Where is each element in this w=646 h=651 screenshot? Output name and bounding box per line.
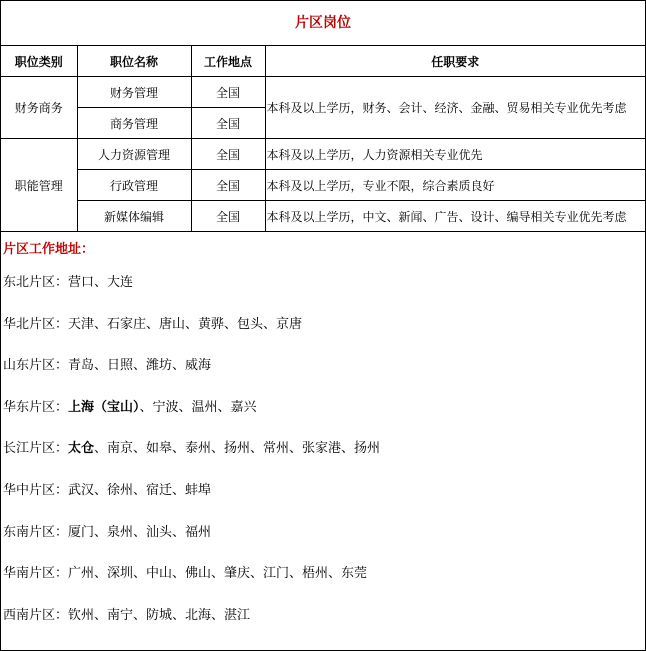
region-label: 华南片区： (3, 566, 69, 582)
region-label: 东北片区： (3, 275, 69, 290)
job-name-cell: 新媒体编辑 (77, 201, 191, 232)
header-requirement: 任职要求 (265, 46, 645, 77)
region-cities: 青岛、日照、潍坊、威海 (68, 358, 212, 374)
job-name-cell: 商务管理 (77, 108, 191, 139)
region-cities: 广州、深圳、中山、佛山、肇庆、江门、梧州、东莞 (68, 566, 368, 582)
category-cell: 职能管理 (1, 139, 77, 232)
table-row (1, 139, 645, 170)
region-southeast (1, 512, 645, 554)
region-label: 华中片区： (3, 482, 69, 498)
header-job-name: 职位名称 (77, 46, 191, 77)
region-label: 长江片区： (3, 441, 69, 457)
region-central-china (1, 470, 645, 512)
region-label: 东南片区： (3, 524, 69, 540)
region-label: 华北片区： (3, 316, 69, 332)
region-east-china (1, 387, 645, 429)
header-category: 职位类别 (1, 46, 77, 77)
page-title: 片区岗位 (1, 1, 645, 46)
region-highlight-city: 上海（宝山） (68, 399, 140, 415)
location-cell: 全国 (191, 77, 265, 108)
region-north-china (1, 304, 645, 346)
region-highlight-city: 太仓 (68, 441, 95, 457)
category-cell: 财务商务 (1, 77, 77, 139)
location-cell: 全国 (191, 201, 265, 232)
requirement-cell: 本科及以上学历，中文、新闻、广告、设计、编导相关专业优先考虑 (265, 201, 645, 232)
requirement-cell: 本科及以上学历，财务、会计、经济、金融、贸易相关专业优先考虑 (265, 77, 645, 139)
location-cell: 全国 (191, 108, 265, 139)
region-cities: 钦州、南宁、防城、北海、湛江 (68, 607, 251, 623)
job-name-cell: 人力资源管理 (77, 139, 191, 170)
region-yangtze (1, 428, 645, 470)
location-cell: 全国 (191, 139, 265, 170)
regions-section (1, 232, 645, 636)
requirement-cell: 本科及以上学历，人力资源相关专业优先 (265, 139, 645, 170)
regions-heading: 片区工作地址： (3, 242, 95, 257)
job-name-cell: 行政管理 (77, 170, 191, 201)
job-name-cell: 财务管理 (77, 77, 191, 108)
region-southwest (1, 595, 645, 637)
region-cities: 厦门、泉州、汕头、福州 (68, 524, 212, 540)
requirement-cell: 本科及以上学历，专业不限，综合素质良好 (265, 170, 645, 201)
region-cities: 、宁波、温州、嘉兴 (139, 399, 257, 415)
table-row (1, 77, 645, 108)
region-label: 华东片区： (3, 399, 69, 415)
region-cities: 营口、大连 (68, 275, 134, 290)
table-row (1, 170, 645, 201)
region-cities: 武汉、徐州、宿迁、蚌埠 (68, 482, 212, 498)
region-cities: 、南京、如皋、泰州、扬州、常州、张家港、扬州 (94, 441, 381, 457)
jobs-table (1, 46, 645, 232)
location-cell: 全国 (191, 170, 265, 201)
region-south-china (1, 553, 645, 595)
region-northeast (1, 262, 645, 304)
header-location: 工作地点 (191, 46, 265, 77)
table-header-row (1, 46, 645, 77)
table-row (1, 201, 645, 232)
region-cities: 天津、石家庄、唐山、黄骅、包头、京唐 (68, 316, 303, 332)
region-label: 西南片区： (3, 607, 69, 623)
region-label: 山东片区： (3, 358, 69, 374)
region-shandong (1, 345, 645, 387)
